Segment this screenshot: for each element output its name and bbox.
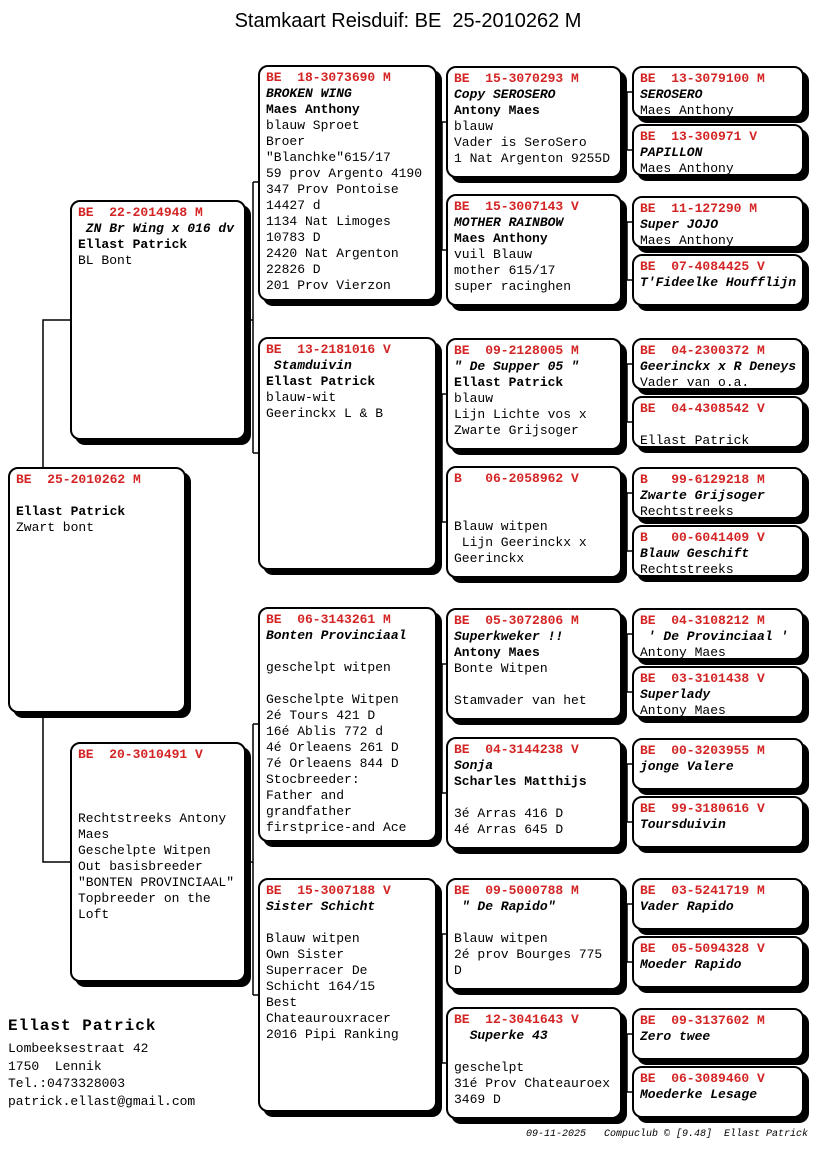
pedigree-box-g4-2: [632, 196, 804, 248]
owner-name: Ellast Patrick: [8, 1017, 157, 1035]
pedigree-box-father: [70, 200, 246, 440]
pedigree-box-g2-1: [258, 337, 437, 570]
box-line: Maes: [78, 827, 110, 842]
box-line: Maes Anthony: [266, 102, 360, 117]
box-lines: [640, 899, 796, 915]
pedigree-box-g4-10: [632, 738, 804, 790]
ring-number: BE 00-3203955 M: [640, 743, 765, 758]
box-line: Geschelpte Witpen: [78, 843, 211, 858]
pedigree-box-g3-1: [446, 194, 622, 306]
box-lines: [454, 87, 614, 167]
ring-number: BE 05-3072806 M: [454, 613, 579, 628]
box-line: 1134 Nat Limoges: [266, 214, 391, 229]
box-line: Moederke Lesage: [640, 1087, 758, 1102]
box-line: [78, 763, 238, 779]
box-line: blauw: [454, 119, 494, 134]
box-line: Ellast Patrick: [640, 433, 750, 448]
box-line: Blauw witpen: [454, 519, 548, 534]
ring-number: BE 15-3007143 V: [454, 199, 579, 214]
box-line: Geerinckx x R Deneys: [640, 359, 797, 374]
ring-number: BE 05-5094328 V: [640, 941, 765, 956]
box-line: " De Supper 05 ": [454, 359, 579, 374]
box-lines: [454, 359, 614, 439]
box-lines: [640, 957, 796, 973]
box-line: 201 Prov Vierzon: [266, 278, 391, 293]
box-lines: [640, 759, 796, 775]
box-line: [16, 488, 178, 504]
ring-number: BE 09-2128005 M: [454, 343, 579, 358]
box-line: Blauw witpen: [266, 931, 360, 946]
box-line: Broer: [266, 134, 306, 149]
box-line: 3é Arras 416 D: [454, 806, 564, 821]
box-line: Vader Rapido: [640, 899, 734, 914]
box-line: Rechtstreeks: [640, 562, 734, 577]
box-line: 2420 Nat Argenton: [266, 246, 399, 261]
pedigree-box-g4-1: [632, 124, 804, 176]
box-lines: [454, 487, 614, 567]
box-line: Ellast Patrick: [78, 237, 188, 252]
box-line: BL Bont: [78, 253, 133, 268]
box-lines: [454, 899, 614, 979]
pedigree-box-g3-2: [446, 338, 622, 450]
box-line: Sister Schicht: [266, 899, 376, 914]
box-line: Geschelpte Witpen: [266, 692, 399, 707]
page-title: Stamkaart Reisduif: BE 25-2010262 M: [234, 10, 582, 32]
box-line: Father and: [266, 788, 345, 803]
box-line: Geerinckx: [454, 551, 525, 566]
box-line: D: [454, 963, 462, 978]
box-line: blauw: [454, 391, 494, 406]
pedigree-box-mother: [70, 742, 246, 982]
box-line: 14427 d: [266, 198, 321, 213]
box-line: 2é Tours 421 D: [266, 708, 376, 723]
box-line: Antony Maes: [640, 703, 726, 718]
box-line: mother 615/17: [454, 263, 556, 278]
box-line: Maes Anthony: [640, 103, 734, 118]
box-line: Best: [266, 995, 298, 1010]
ring-number: BE 03-5241719 M: [640, 883, 765, 898]
pedigree-box-g2-3: [258, 878, 437, 1112]
pedigree-box-g4-15: [632, 1066, 804, 1118]
box-line: jonge Valere: [640, 759, 734, 774]
box-line: 22826 D: [266, 262, 321, 277]
ring-number: BE 04-4308542 V: [640, 401, 765, 416]
ring-number: BE 09-5000788 M: [454, 883, 579, 898]
box-line: [454, 677, 614, 693]
box-line: Antony Maes: [454, 103, 540, 118]
box-lines: [640, 275, 796, 291]
box-line: "Blanchke"615/17: [266, 150, 391, 165]
pedigree-box-g4-4: [632, 338, 804, 390]
ring-number: BE 20-3010491 V: [78, 747, 203, 762]
box-lines: [78, 221, 238, 269]
ring-number: BE 07-4084425 V: [640, 259, 765, 274]
box-line: 10783 D: [266, 230, 321, 245]
box-lines: [454, 629, 614, 709]
box-line: SEROSERO: [640, 87, 703, 102]
box-line: Lijn Lichte vos x: [454, 407, 587, 422]
box-line: [454, 790, 614, 806]
box-line: 31é Prov Chateauroex: [454, 1076, 611, 1091]
pedigree-box-g4-9: [632, 666, 804, 718]
pedigree-box-g3-7: [446, 1007, 622, 1119]
pedigree-box-g4-0: [632, 66, 804, 118]
box-line: Maes Anthony: [640, 161, 734, 176]
box-line: Antony Maes: [454, 645, 540, 660]
box-line: Superracer De: [266, 963, 368, 978]
box-lines: [16, 488, 178, 536]
ring-number: BE 06-3089460 V: [640, 1071, 765, 1086]
box-line: Ellast Patrick: [16, 504, 126, 519]
box-line: Rechtstreeks: [640, 504, 734, 519]
box-line: [78, 779, 238, 795]
box-line: Copy SEROSERO: [454, 87, 556, 102]
ring-number: BE 04-3144238 V: [454, 742, 579, 757]
box-lines: [640, 217, 796, 248]
pedigree-box-g4-11: [632, 796, 804, 848]
pedigree-box-subject: [8, 467, 186, 713]
box-line: Sonja: [454, 758, 494, 773]
box-line: Stocbreeder:: [266, 772, 360, 787]
box-line: [266, 915, 429, 931]
box-line: Zwart bont: [16, 520, 95, 535]
pedigree-box-g4-12: [632, 878, 804, 930]
box-line: Rechtstreeks Antony: [78, 811, 227, 826]
box-line: Zero twee: [640, 1029, 711, 1044]
pedigree-box-g3-5: [446, 737, 622, 849]
box-lines: [640, 488, 796, 519]
box-line: Ellast Patrick: [454, 375, 564, 390]
box-line: PAPILLON: [640, 145, 703, 160]
footer-credit: 09-11-2025 Compuclub © [9.48] Ellast Patrick: [525, 1129, 808, 1140]
box-line: [454, 915, 614, 931]
pedigree-box-g4-3: [632, 254, 804, 306]
box-line: Superlady: [640, 687, 711, 702]
pedigree-box-g3-6: [446, 878, 622, 990]
box-line: Lijn Geerinckx x: [454, 535, 587, 550]
box-line: [266, 676, 429, 692]
ring-number: B 06-2058962 V: [454, 471, 579, 486]
ring-number: BE 13-2181016 V: [266, 342, 391, 357]
owner-address: Lombeeksestraat 42: [8, 1041, 149, 1056]
box-line: Superke 43: [454, 1028, 548, 1043]
pedigree-box-g4-5: [632, 396, 804, 448]
ring-number: BE 12-3041643 V: [454, 1012, 579, 1027]
box-line: 2016 Pipi Ranking: [266, 1027, 399, 1042]
box-lines: [640, 87, 796, 118]
ring-number: BE 13-3079100 M: [640, 71, 765, 86]
box-lines: [640, 359, 796, 390]
box-lines: [78, 763, 238, 923]
box-line: Ellast Patrick: [266, 374, 376, 389]
box-line: [454, 487, 614, 503]
box-line: Bonten Provinciaal: [266, 628, 407, 643]
ring-number: BE 13-300971 V: [640, 129, 758, 144]
box-line: geschelpt: [454, 1060, 525, 1075]
ring-number: BE 09-3137602 M: [640, 1013, 765, 1028]
box-line: Maes Anthony: [640, 233, 734, 248]
box-line: Antony Maes: [640, 645, 726, 660]
box-lines: [640, 417, 796, 448]
ring-number: BE 22-2014948 M: [78, 205, 203, 220]
box-line: [266, 644, 429, 660]
box-line: Superkweker !!: [454, 629, 564, 644]
ring-number: BE 15-3070293 M: [454, 71, 579, 86]
box-line: BROKEN WING: [266, 86, 352, 101]
box-lines: [640, 817, 796, 833]
box-line: Own Sister: [266, 947, 345, 962]
box-line: Geerinckx L & B: [266, 406, 384, 421]
pedigree-box-g4-7: [632, 525, 804, 577]
box-lines: [640, 1087, 796, 1103]
box-lines: [266, 358, 429, 422]
box-line: [640, 417, 796, 433]
owner-email: patrick.ellast@gmail.com: [8, 1093, 196, 1109]
box-lines: [640, 145, 796, 176]
ring-number: BE 15-3007188 V: [266, 883, 391, 898]
box-line: 4é Arras 645 D: [454, 822, 564, 837]
box-line: Zwarte Grijsoger: [454, 423, 579, 438]
pedigree-box-g3-0: [446, 66, 622, 178]
ring-number: BE 03-3101438 V: [640, 671, 765, 686]
box-line: Chateaurouxracer: [266, 1011, 391, 1026]
box-line: 59 prov Argento 4190: [266, 166, 423, 181]
box-lines: [454, 758, 614, 838]
box-line: grandfather: [266, 804, 352, 819]
box-line: MOTHER RAINBOW: [454, 215, 564, 230]
owner-block: [8, 1012, 195, 1110]
box-line: [454, 503, 614, 519]
box-lines: [640, 629, 796, 660]
box-line: 3469 D: [454, 1092, 501, 1107]
pedigree-box-g2-2: [258, 607, 437, 842]
ring-number: BE 04-3108212 M: [640, 613, 765, 628]
ring-number: B 99-6129218 M: [640, 472, 765, 487]
box-line: Out basisbreeder: [78, 859, 203, 874]
ring-number: BE 25-2010262 M: [16, 472, 141, 487]
box-line: "BONTEN PROVINCIAAL": [78, 875, 235, 890]
box-lines: [640, 546, 796, 577]
box-line: 16é Ablis 772 d: [266, 724, 384, 739]
box-line: Scharles Matthijs: [454, 774, 587, 789]
box-line: Maes Anthony: [454, 231, 548, 246]
box-line: Topbreeder on the: [78, 891, 211, 906]
box-line: " De Rapido": [454, 899, 556, 914]
box-line: [454, 1044, 614, 1060]
box-line: Loft: [78, 907, 110, 922]
box-line: Stamvader van het: [454, 693, 587, 708]
pedigree-box-g4-14: [632, 1008, 804, 1060]
box-line: 1 Nat Argenton 9255D: [454, 151, 611, 166]
box-line: super racinghen: [454, 279, 572, 294]
box-line: Stamduivin: [266, 358, 352, 373]
box-lines: [454, 1028, 614, 1108]
box-line: Bonte Witpen: [454, 661, 548, 676]
ring-number: BE 99-3180616 V: [640, 801, 765, 816]
box-lines: [640, 1029, 796, 1045]
pedigree-box-g4-13: [632, 936, 804, 988]
ring-number: BE 06-3143261 M: [266, 612, 391, 627]
box-line: Zwarte Grijsoger: [640, 488, 765, 503]
pedigree-box-g2-0: [258, 65, 437, 301]
ring-number: B 00-6041409 V: [640, 530, 765, 545]
box-lines: [266, 86, 429, 294]
owner-city: 1750 Lennik: [8, 1058, 102, 1074]
box-line: Vader is SeroSero: [454, 135, 587, 150]
box-line: ' De Provinciaal ': [640, 629, 789, 644]
box-line: vuil Blauw: [454, 247, 533, 262]
box-line: blauw-wit: [266, 390, 337, 405]
ring-number: BE 18-3073690 M: [266, 70, 391, 85]
ring-number: BE 11-127290 M: [640, 201, 758, 216]
box-line: blauw Sproet: [266, 118, 360, 133]
pedigree-box-g3-3: [446, 466, 622, 578]
pedigree-box-g4-6: [632, 467, 804, 519]
box-line: firstprice-and Ace: [266, 820, 407, 835]
box-line: ZN Br Wing x 016 dv: [78, 221, 235, 236]
box-line: Blauw witpen: [454, 931, 548, 946]
box-lines: [266, 628, 429, 836]
box-line: 2é prov Bourges 775: [454, 947, 603, 962]
box-lines: [640, 687, 796, 718]
box-line: Super JOJO: [640, 217, 719, 232]
box-line: 7é Orleaens 844 D: [266, 756, 399, 771]
pedigree-box-g4-8: [632, 608, 804, 660]
box-line: Toursduivin: [640, 817, 726, 832]
box-line: [78, 795, 238, 811]
box-line: Blauw Geschift: [640, 546, 750, 561]
ring-number: BE 04-2300372 M: [640, 343, 765, 358]
pedigree-box-g3-4: [446, 608, 622, 720]
owner-phone: Tel.:0473328003: [8, 1076, 126, 1091]
box-line: Vader van o.a.: [640, 375, 750, 390]
box-line: geschelpt witpen: [266, 660, 391, 675]
box-lines: [454, 215, 614, 295]
box-line: 347 Prov Pontoise: [266, 182, 399, 197]
box-line: Schicht 164/15: [266, 979, 376, 994]
box-lines: [266, 899, 429, 1043]
box-line: Moeder Rapido: [640, 957, 742, 972]
box-line: T'Fideelke Houfflijn: [640, 275, 797, 290]
box-line: 4é Orleaens 261 D: [266, 740, 399, 755]
